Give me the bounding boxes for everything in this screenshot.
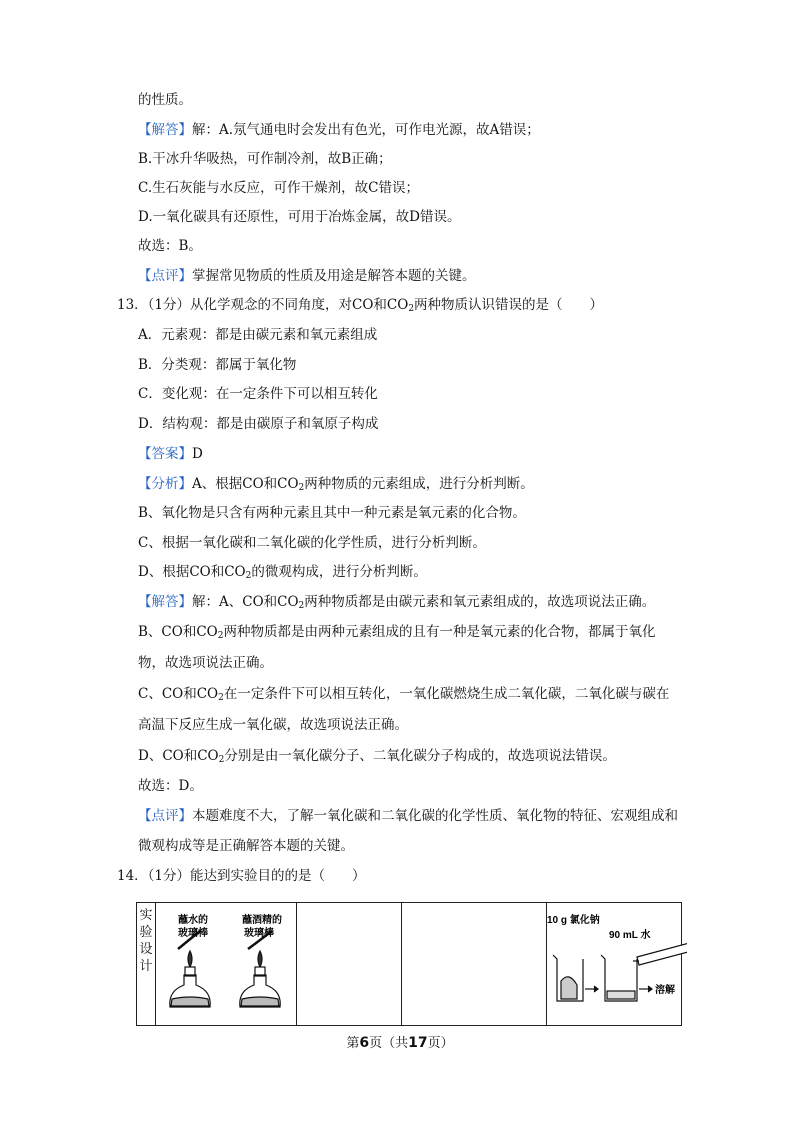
experiment-cell-2 bbox=[297, 903, 402, 1026]
section-tag: 【解答】 bbox=[138, 122, 192, 138]
text-line bbox=[138, 150, 392, 168]
subscript: 2 bbox=[218, 693, 224, 703]
text-line bbox=[138, 179, 419, 197]
label-alcohol-1: 蘸酒精的 bbox=[242, 915, 282, 926]
text-line bbox=[138, 121, 540, 139]
text-run: 本题难度不大，了解一氧化碳和二氧化碳的化学性质、氧化物的特征、宏观组成和 bbox=[192, 808, 678, 824]
text-line bbox=[117, 867, 366, 885]
text-run: 14．（1分）能达到实验目的的是（ ） bbox=[117, 868, 366, 884]
text-line bbox=[138, 237, 202, 255]
text-line bbox=[138, 91, 192, 109]
text-run: D、CO和CO bbox=[138, 748, 219, 764]
text-line bbox=[138, 654, 273, 672]
text-run: D.一氧化碳具有还原性，可用于冶炼金属，故D错误。 bbox=[138, 209, 461, 225]
text-run: A、根据CO和CO bbox=[192, 476, 299, 492]
text-run: A．元素观：都是由碳元素和氧元素组成 bbox=[138, 327, 378, 343]
text-run: D bbox=[192, 446, 203, 462]
text-run: 的性质。 bbox=[138, 92, 192, 108]
text-line bbox=[138, 563, 427, 581]
text-line bbox=[138, 356, 296, 374]
text-line bbox=[138, 747, 616, 765]
solution-prep-figure bbox=[547, 903, 687, 1027]
text-run: 分别是由一氧化碳分子、二氧化碳分子构成的，故选项说法错误。 bbox=[224, 748, 616, 764]
text-line bbox=[138, 415, 378, 433]
text-line bbox=[138, 837, 354, 855]
alcohol-lamp-figure bbox=[156, 903, 296, 1027]
section-tag: 【分析】 bbox=[138, 476, 192, 492]
footer-total-pages: 17 bbox=[408, 1035, 428, 1051]
label-alcohol-2: 玻璃棒 bbox=[244, 928, 274, 939]
row-header bbox=[137, 903, 156, 1026]
footer-page-number: 6 bbox=[359, 1035, 370, 1051]
text-line bbox=[138, 475, 534, 493]
subscript: 2 bbox=[245, 571, 252, 581]
text-run: 两种物质认识错误的是（ ） bbox=[414, 297, 604, 313]
text-run: 故选：B。 bbox=[138, 238, 202, 254]
row-header-text: 实验设计 bbox=[139, 908, 153, 974]
text-line bbox=[138, 807, 678, 825]
text-run: C、根据一氧化碳和二氧化碳的化学性质，进行分析判断。 bbox=[138, 535, 486, 551]
subscript: 2 bbox=[408, 304, 415, 314]
label-water-volume: 90 mL 水 bbox=[609, 930, 651, 941]
experiment-cell-1 bbox=[156, 903, 297, 1026]
experiment-table bbox=[136, 902, 682, 1026]
text-run: 解：A、CO和CO bbox=[192, 594, 299, 610]
text-run: C.生石灰能与水反应，可作干燥剂，故C错误； bbox=[138, 180, 419, 196]
subscript: 2 bbox=[217, 631, 224, 641]
page-footer bbox=[0, 1032, 800, 1051]
section-tag: 【解答】 bbox=[138, 594, 192, 610]
text-run: 两种物质都是由两种元素组成的且有一种是氧元素的化合物，都属于氧化 bbox=[223, 624, 656, 640]
text-run: C．变化观：在一定条件下可以相互转化 bbox=[138, 386, 378, 402]
text-line bbox=[138, 716, 408, 734]
footer-mid: 页（共 bbox=[369, 1036, 409, 1051]
experiment-cell-3 bbox=[402, 903, 547, 1026]
text-run: 掌握常见物质的性质及用途是解答本题的关键。 bbox=[192, 268, 476, 284]
text-run: B.干冰升华吸热，可作制冷剂，故B正确； bbox=[138, 151, 392, 167]
text-line bbox=[138, 267, 476, 285]
text-run: 两种物质都是由碳元素和氧元素组成的，故选项说法正确。 bbox=[304, 594, 656, 610]
text-line bbox=[138, 504, 526, 522]
experiment-cell-4 bbox=[547, 903, 682, 1026]
subscript: 2 bbox=[298, 483, 305, 493]
text-run: D．结构观：都是由碳原子和氧原子构成 bbox=[138, 416, 379, 432]
text-line bbox=[138, 534, 486, 552]
text-line bbox=[138, 326, 377, 344]
text-line bbox=[138, 385, 378, 403]
text-run: B．分类观：都属于氧化物 bbox=[138, 357, 297, 373]
text-line bbox=[138, 623, 655, 641]
text-line bbox=[138, 445, 203, 463]
text-run: B、氧化物是只含有两种元素且其中一种元素是氧元素的化合物。 bbox=[138, 505, 526, 521]
subscript: 2 bbox=[298, 601, 305, 611]
section-tag: 【点评】 bbox=[138, 268, 192, 284]
footer-prefix: 第 bbox=[346, 1036, 360, 1051]
text-run: 两种物质的元素组成，进行分析判断。 bbox=[304, 476, 534, 492]
text-run: 高温下反应生成一氧化碳，故选项说法正确。 bbox=[138, 717, 408, 733]
text-run: D、根据CO和CO bbox=[138, 564, 246, 580]
text-line bbox=[138, 208, 460, 226]
text-run: C、CO和CO bbox=[138, 686, 219, 702]
text-run: 物，故选项说法正确。 bbox=[138, 655, 273, 671]
text-run: 故选：D。 bbox=[138, 778, 203, 794]
section-tag: 【答案】 bbox=[138, 446, 192, 462]
text-line bbox=[117, 296, 603, 314]
label-water-2: 玻璃棒 bbox=[178, 928, 208, 939]
subscript: 2 bbox=[218, 755, 225, 765]
text-run: 解：A.氖气通电时会发出有色光，可作电光源，故A错误； bbox=[192, 122, 540, 138]
footer-suffix: 页） bbox=[427, 1036, 454, 1051]
text-line bbox=[138, 593, 655, 611]
label-dissolve: 溶解 bbox=[655, 985, 675, 996]
text-run: 的微观构成，进行分析判断。 bbox=[251, 564, 427, 580]
label-nacl: 10 g 氯化钠 bbox=[547, 915, 600, 926]
text-run: 13．（1分）从化学观念的不同角度，对CO和CO bbox=[117, 297, 409, 313]
section-tag: 【点评】 bbox=[138, 808, 192, 824]
label-water-1: 蘸水的 bbox=[178, 915, 208, 926]
text-run: B、CO和CO bbox=[138, 624, 218, 640]
text-run: 微观构成等是正确解答本题的关键。 bbox=[138, 838, 354, 854]
text-run: 在一定条件下可以相互转化，一氧化碳燃烧生成二氧化碳，二氧化碳与碳在 bbox=[223, 686, 670, 702]
text-line bbox=[138, 685, 669, 703]
text-line bbox=[138, 777, 203, 795]
